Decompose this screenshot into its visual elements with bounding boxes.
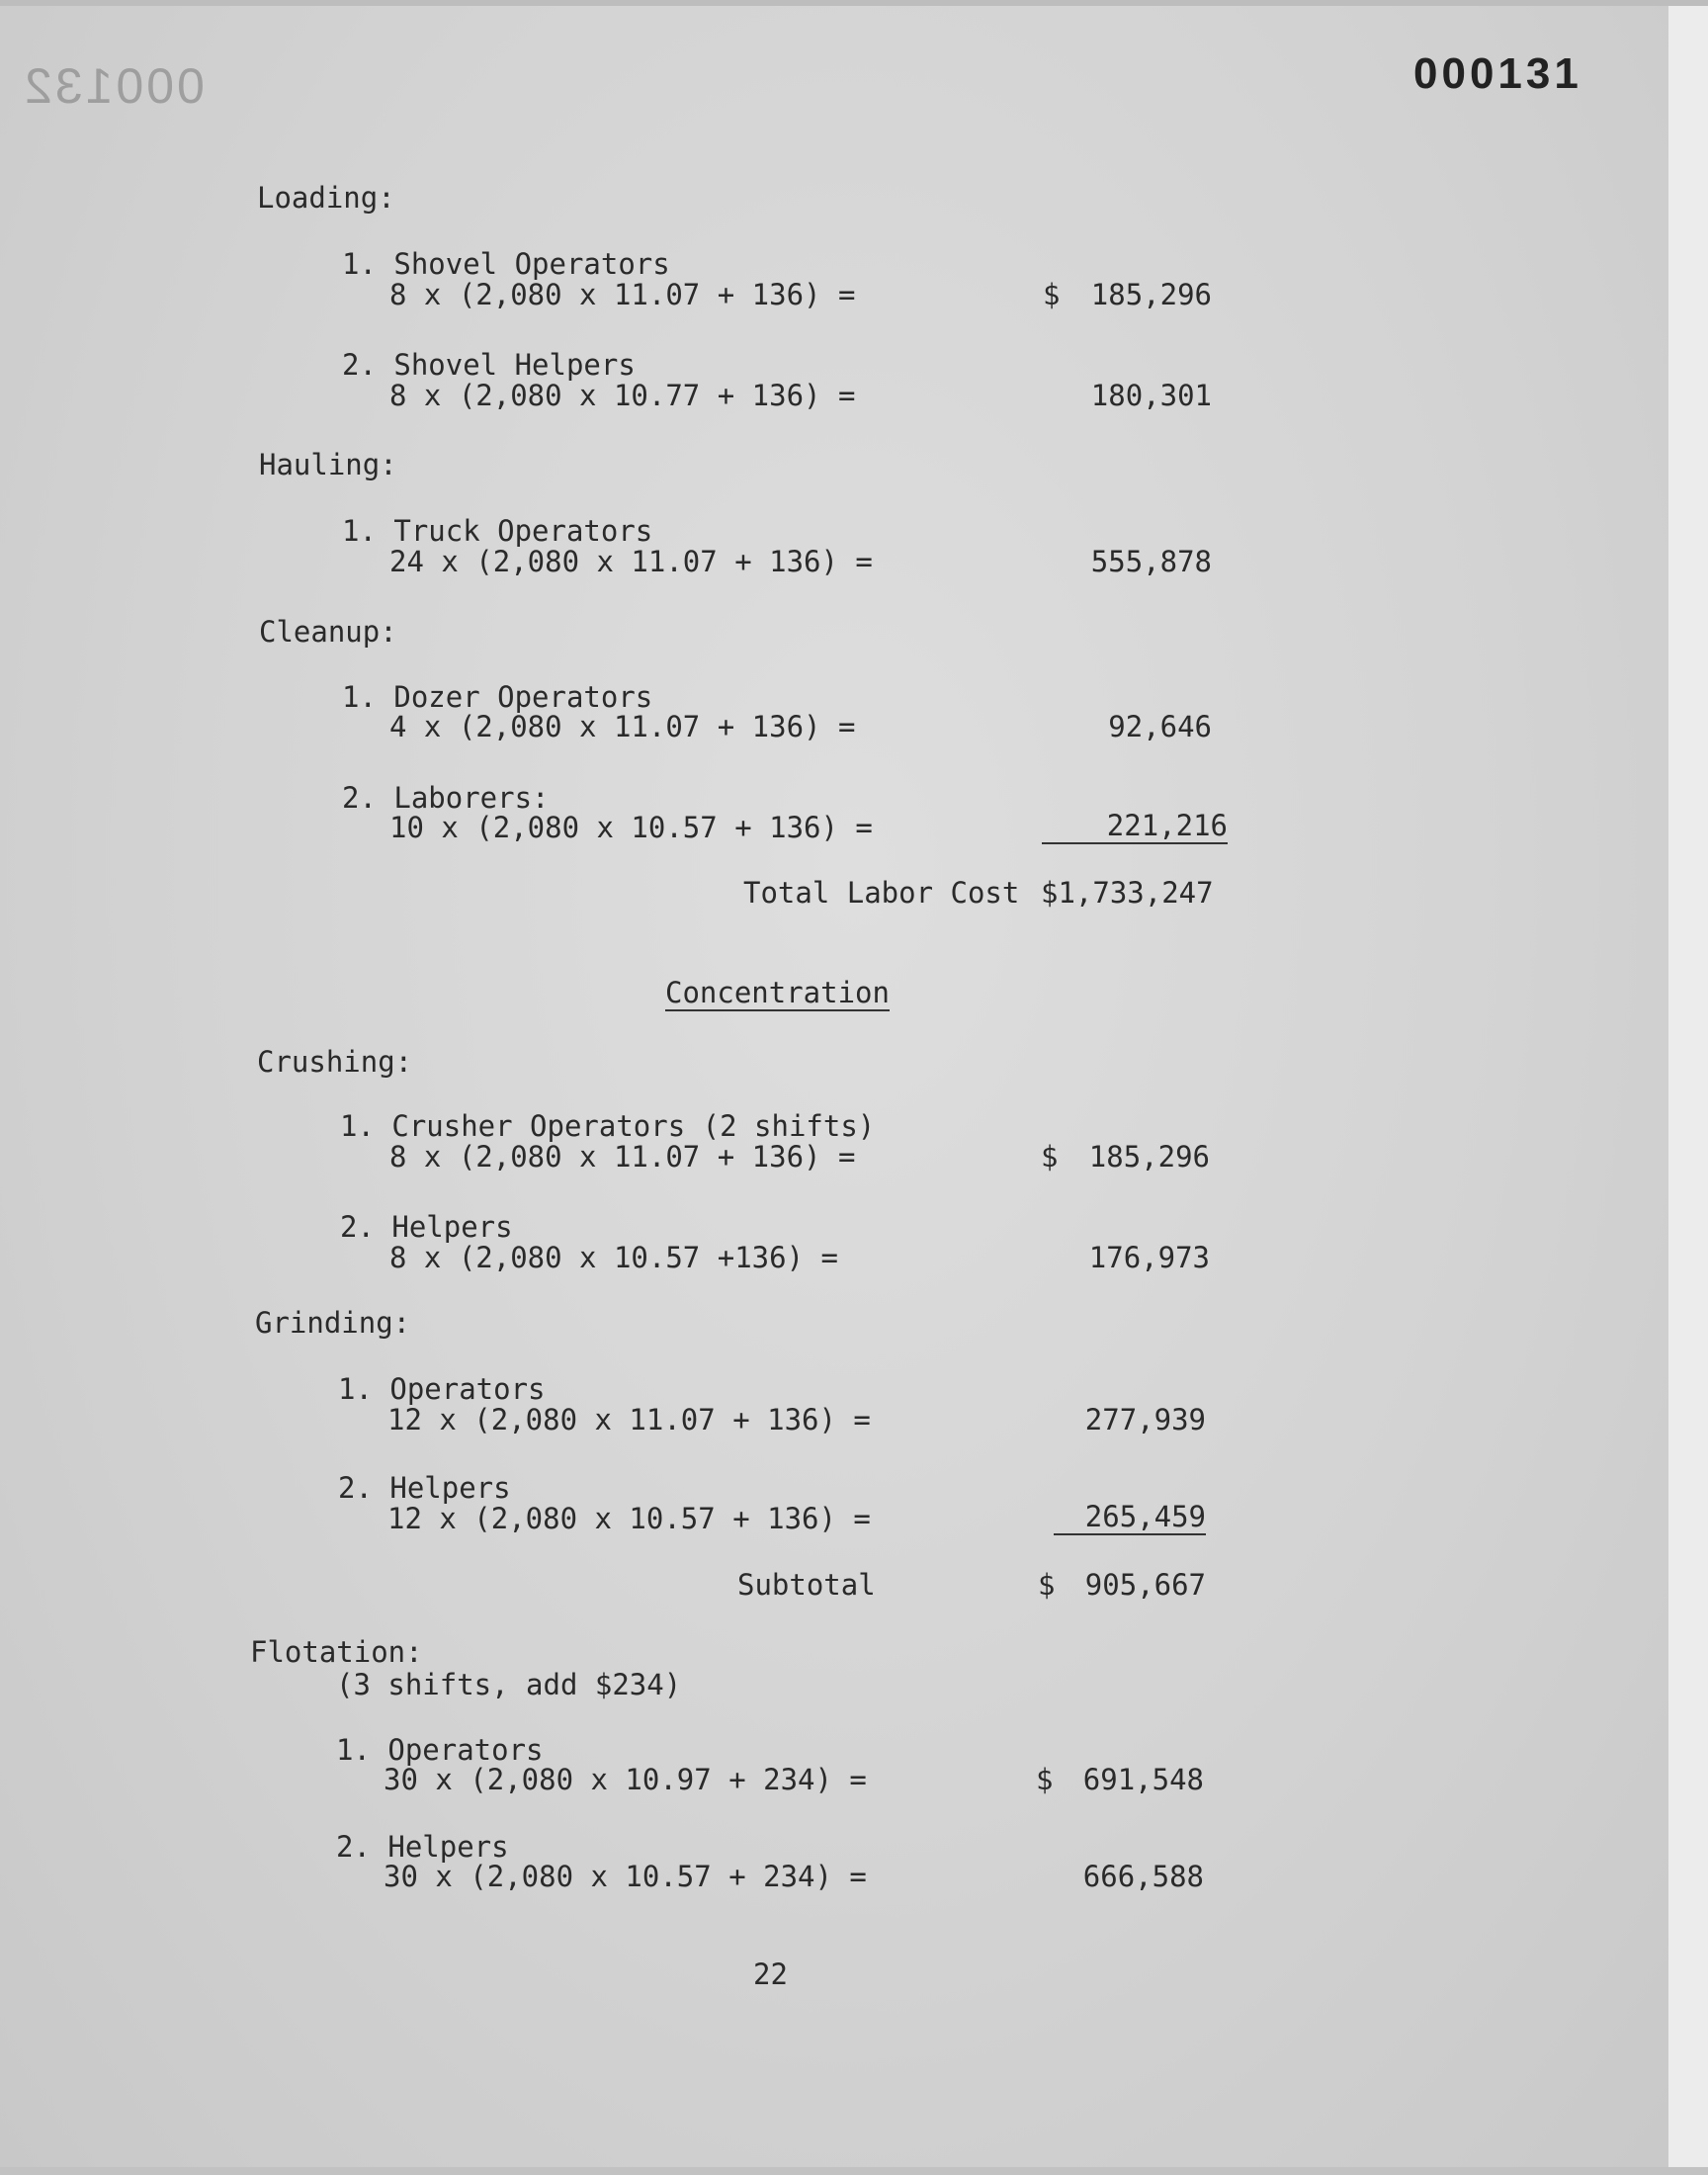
bleed-through-number: 000132 bbox=[22, 58, 205, 114]
item-amount: 555,878 bbox=[1090, 545, 1212, 578]
section-heading-grinding: Grinding: bbox=[255, 1306, 411, 1340]
item-formula: 8 x (2,080 x 10.57 +136) = bbox=[389, 1241, 838, 1274]
item-amount-underlined: 265,459 bbox=[1054, 1500, 1206, 1535]
currency-symbol: $ bbox=[1036, 1763, 1054, 1796]
item-formula: 10 x (2,080 x 10.57 + 136) = bbox=[389, 811, 873, 844]
subtotal-amount: 905,667 bbox=[1084, 1568, 1206, 1602]
subtotal-label: Subtotal bbox=[737, 1568, 876, 1602]
page-edge-bottom bbox=[0, 2167, 1708, 2175]
item-label: 2. Laborers: bbox=[342, 781, 550, 815]
item-label: 2. Helpers bbox=[338, 1471, 511, 1505]
item-label: 1. Crusher Operators (2 shifts) bbox=[340, 1109, 876, 1143]
item-label: 2. Helpers bbox=[336, 1830, 509, 1864]
item-formula: 24 x (2,080 x 11.07 + 136) = bbox=[389, 545, 873, 578]
section-heading-flotation: Flotation: bbox=[250, 1635, 423, 1669]
item-formula: 8 x (2,080 x 11.07 + 136) = bbox=[389, 278, 856, 311]
total-labor-amount: $1,733,247 bbox=[1041, 876, 1214, 910]
item-amount: 691,548 bbox=[1082, 1763, 1204, 1796]
currency-symbol: $ bbox=[1043, 278, 1061, 311]
item-label: 1. Dozer Operators bbox=[342, 680, 653, 714]
item-formula: 4 x (2,080 x 11.07 + 136) = bbox=[389, 710, 856, 743]
item-amount: 185,296 bbox=[1090, 278, 1212, 311]
item-label: 1. Operators bbox=[338, 1372, 546, 1406]
item-label: 1. Truck Operators bbox=[342, 514, 653, 548]
currency-symbol: $ bbox=[1038, 1568, 1056, 1602]
section-heading-crushing: Crushing: bbox=[257, 1045, 413, 1079]
section-heading-loading: Loading: bbox=[257, 181, 395, 215]
item-label: 2. Shovel Helpers bbox=[342, 348, 636, 382]
item-label: 1. Operators bbox=[336, 1733, 544, 1767]
item-formula: 12 x (2,080 x 11.07 + 136) = bbox=[387, 1403, 871, 1436]
section-heading-hauling: Hauling: bbox=[259, 448, 397, 481]
section-heading-cleanup: Cleanup: bbox=[259, 615, 397, 649]
item-amount: 666,588 bbox=[1082, 1860, 1204, 1893]
currency-symbol: $ bbox=[1041, 1140, 1059, 1174]
item-formula: 30 x (2,080 x 10.97 + 234) = bbox=[384, 1763, 867, 1796]
item-amount: 92,646 bbox=[1108, 710, 1212, 743]
item-amount: 180,301 bbox=[1090, 379, 1212, 412]
item-formula: 8 x (2,080 x 11.07 + 136) = bbox=[389, 1140, 856, 1174]
item-formula: 12 x (2,080 x 10.57 + 136) = bbox=[387, 1502, 871, 1535]
item-label: 1. Shovel Operators bbox=[342, 247, 670, 281]
page-edge-top bbox=[0, 0, 1708, 6]
item-label: 2. Helpers bbox=[340, 1210, 513, 1244]
flotation-note: (3 shifts, add $234) bbox=[336, 1668, 682, 1701]
page-edge-right bbox=[1668, 0, 1708, 2175]
item-amount: 176,973 bbox=[1088, 1241, 1210, 1274]
bates-stamp-number: 000131 bbox=[1413, 49, 1582, 98]
page-number: 22 bbox=[753, 1958, 788, 1991]
item-amount-underlined: 221,216 bbox=[1042, 809, 1228, 844]
item-amount: 277,939 bbox=[1084, 1403, 1206, 1436]
item-amount: 185,296 bbox=[1088, 1140, 1210, 1174]
item-formula: 8 x (2,080 x 10.77 + 136) = bbox=[389, 379, 856, 412]
concentration-heading: Concentration bbox=[665, 976, 890, 1009]
item-formula: 30 x (2,080 x 10.57 + 234) = bbox=[384, 1860, 867, 1893]
total-labor-label: Total Labor Cost bbox=[743, 876, 1020, 910]
